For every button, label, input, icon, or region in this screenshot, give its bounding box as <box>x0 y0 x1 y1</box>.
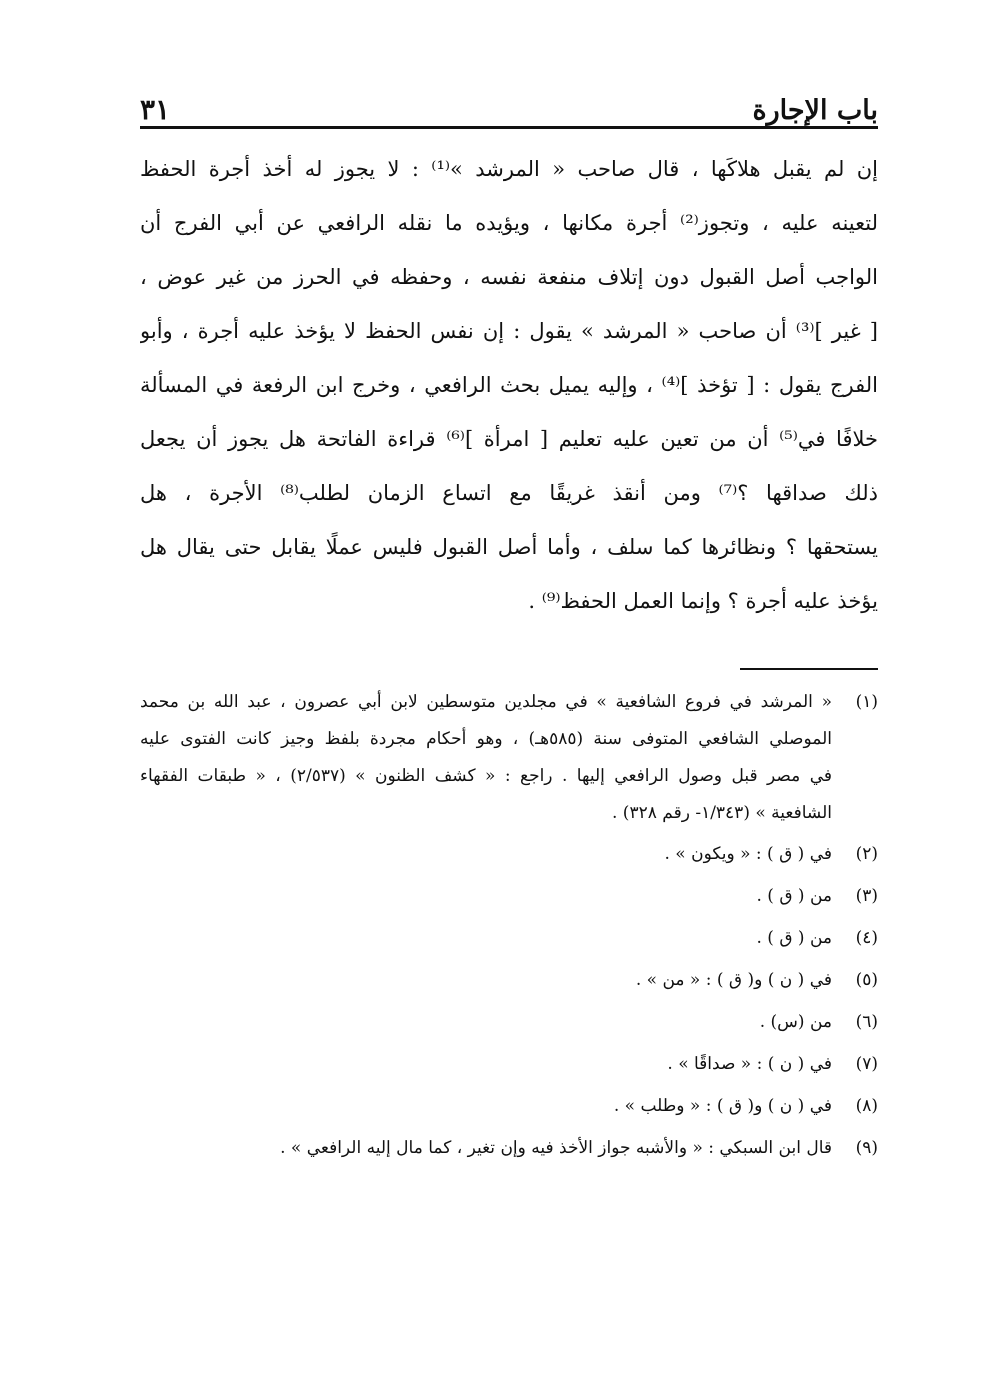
footnote-number: (٥) <box>855 970 878 990</box>
text-line: [ غير ]⁽³⁾ أن صاحب « المرشد » يقول : إن نفس الحفظ لا يؤخذ عليه أجرة ، وأبو <box>140 319 878 343</box>
footnote-line: من ( ق ) . <box>756 886 832 906</box>
footnote-line: من (س) . <box>759 1012 832 1032</box>
running-header <box>140 72 878 124</box>
footnote-line: « المرشد في فروع الشافعية » في مجلدين متوسطين لابن أبي عصرون ، عبد الله بن محمد <box>140 692 832 712</box>
footnote-5 <box>140 962 878 999</box>
footnote-number: (٢) <box>855 844 878 864</box>
footnote-line: في ( ق ) : « ويكون » . <box>664 844 832 864</box>
text-line: يستحقها ؟ ونظائرها كما سلف ، وأما أصل القبول فليس عملًا يقابل حتى يقال هل <box>140 535 878 559</box>
text-line: إن لم يقبل هلاكَها ، قال صاحب « المرشد »⁽¹⁾ : لا يجوز له أخذ أجرة الحفظ <box>140 157 878 181</box>
footnote-line: في ( ن ) و( ق ) : « وطلب » . <box>613 1096 832 1116</box>
footnote-number: (٤) <box>855 928 878 948</box>
footnote-line: في ( ن ) : « صداقًا » . <box>667 1054 832 1074</box>
header-rule <box>140 126 878 129</box>
footnote-line: الشافعية » (١/٣٤٣- رقم ٣٢٨) . <box>612 803 832 823</box>
footnote-7 <box>140 1046 878 1083</box>
text-line: ذلك صداقها ؟⁽⁷⁾ ومن أنقذ غريقًا مع اتساع الزمان لطلب⁽⁸⁾ الأجرة ، هل <box>140 481 878 505</box>
footnote-number: (٨) <box>855 1096 878 1116</box>
footnote-4 <box>140 920 878 957</box>
chapter-title: باب الإجارة <box>752 95 878 126</box>
footnote-6 <box>140 1004 878 1041</box>
footnote-number: (٩) <box>855 1138 878 1158</box>
footnote-line: من ( ق ) . <box>756 928 832 948</box>
footnote-number: (١) <box>855 692 878 712</box>
footnote-line: في مصر قبل وصول الرافعي إليها . راجع : « كشف الظنون » (٢/٥٣٧) ، « طبقات الفقهاء <box>140 766 832 786</box>
page-number: ٣١ <box>140 93 171 126</box>
text-line: الواجب أصل القبول دون إتلاف منفعة نفسه ، وحفظه في الحرز من غير عوض ، <box>140 265 878 289</box>
footnote-number: (٣) <box>855 886 878 906</box>
footnote-line: الموصلي الشافعي المتوفى سنة (٥٨٥هـ) ، وهو أحكام مجردة بلفظ وجيز كانت الفتوى عليه <box>140 729 832 749</box>
footnote-number: (٧) <box>855 1054 878 1074</box>
footnote-3 <box>140 878 878 915</box>
footnote-1 <box>140 684 878 832</box>
footnote-2 <box>140 836 878 873</box>
footnote-8 <box>140 1088 878 1125</box>
footnote-line: في ( ن ) و( ق ) : « من » . <box>635 970 832 990</box>
text-line: خلافًا في⁽⁵⁾ أن من تعين عليه تعليم [ امرأة ]⁽⁶⁾ قراءة الفاتحة هل يجوز أن يجعل <box>140 427 878 451</box>
footnote-line: قال ابن السبكي : « والأشبه جواز الأخذ فيه وإن تغير ، كما مال إليه الرافعي » . <box>280 1138 832 1158</box>
footnote-separator <box>740 668 878 670</box>
text-line: الفرج يقول : [ تؤخذ ]⁽⁴⁾ ، وإليه يميل بحث الرافعي ، وخرج ابن الرفعة في المسألة <box>140 373 878 397</box>
main-text <box>140 142 878 628</box>
footnotes <box>140 684 878 1172</box>
footnote-number: (٦) <box>855 1012 878 1032</box>
text-line: يؤخذ عليه أجرة ؟ وإنما العمل الحفظ⁽⁹⁾ . <box>528 589 878 613</box>
text-line: لتعينه عليه ، وتجوز⁽²⁾ أجرة مكانها ، ويؤيده ما نقله الرافعي عن أبي الفرج أن <box>140 211 878 235</box>
footnote-9 <box>140 1130 878 1167</box>
